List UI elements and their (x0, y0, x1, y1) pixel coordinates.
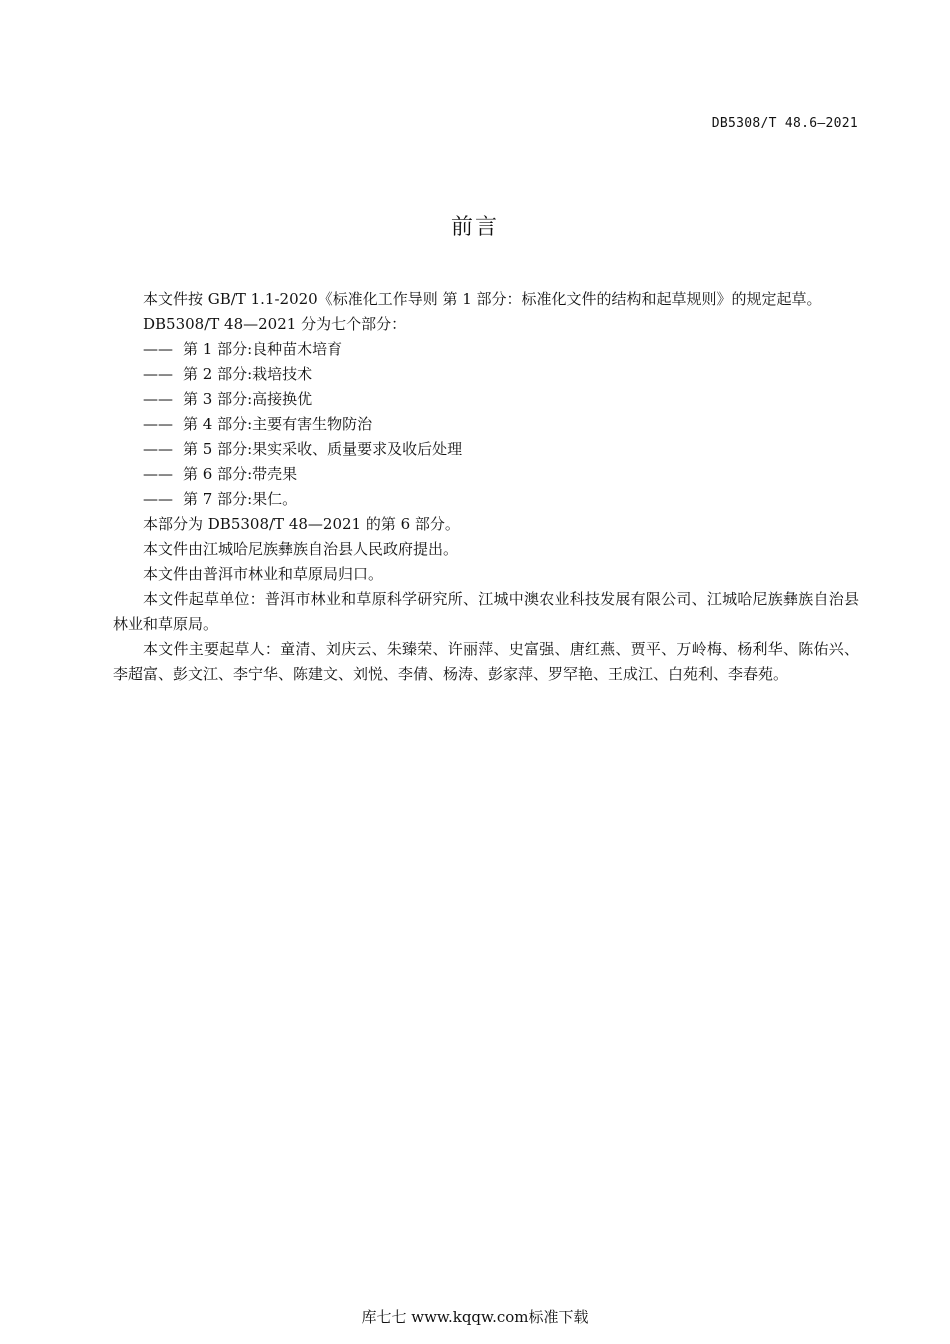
list-item (113, 437, 859, 462)
list-item (113, 362, 859, 387)
dash-mark: —— (143, 490, 173, 508)
dash-mark: —— (143, 390, 173, 408)
dash-mark: —— (143, 340, 173, 358)
document-code: DB5308/T 48.6—2021 (711, 116, 858, 131)
paragraph-drafting-units: 本文件起草单位：普洱市林业和草原科学研究所、江城中澳农业科技发展有限公司、江城哈尼族彝族自治县林业和草原局。 (113, 590, 859, 633)
list-item (113, 412, 859, 437)
list-item (113, 462, 859, 487)
parts-list (113, 337, 859, 512)
part-label: 第 2 部分:栽培技术 (183, 365, 313, 383)
page-title: 前言 (450, 215, 499, 240)
paragraph-drafting-rule: 本文件按 GB/T 1.1-2020《标准化工作导则 第 1 部分：标准化文件的结构和起草规则》的规定起草。 (143, 290, 822, 308)
part-label: 第 4 部分:主要有害生物防治 (183, 415, 373, 433)
paragraph-drafters: 本文件主要起草人：童清、刘庆云、朱臻荣、许丽萍、史富强、唐红燕、贾平、万岭梅、杨利华、陈佑兴、李超富、彭文江、李宁华、陈建文、刘悦、李倩、杨涛、彭家萍、罗罕艳、王成江、白苑利、李春苑。 (113, 640, 859, 683)
dash-mark: —— (143, 365, 173, 383)
paragraph-administered-by: 本文件由普洱市林业和草原局归口。 (143, 565, 384, 583)
document-body (113, 287, 859, 687)
list-item (113, 337, 859, 362)
list-item (113, 487, 859, 512)
part-label: 第 5 部分:果实采收、质量要求及收后处理 (183, 440, 463, 458)
paragraph-part-number: 本部分为 DB5308/T 48—2021 的第 6 部分。 (143, 515, 460, 533)
part-label: 第 6 部分:带壳果 (183, 465, 298, 483)
paragraph-proposed-by: 本文件由江城哈尼族彝族自治县人民政府提出。 (143, 540, 459, 558)
paragraph-parts-intro: DB5308/T 48—2021 分为七个部分： (143, 315, 407, 333)
part-label: 第 1 部分:良种苗木培育 (183, 340, 343, 358)
dash-mark: —— (143, 440, 173, 458)
list-item (113, 387, 859, 412)
dash-mark: —— (143, 465, 173, 483)
dash-mark: —— (143, 415, 173, 433)
part-label: 第 3 部分:高接换优 (183, 390, 313, 408)
part-label: 第 7 部分:果仁。 (183, 490, 298, 508)
footer-watermark: 库七七 www.kqqw.com标准下载 (361, 1308, 589, 1326)
